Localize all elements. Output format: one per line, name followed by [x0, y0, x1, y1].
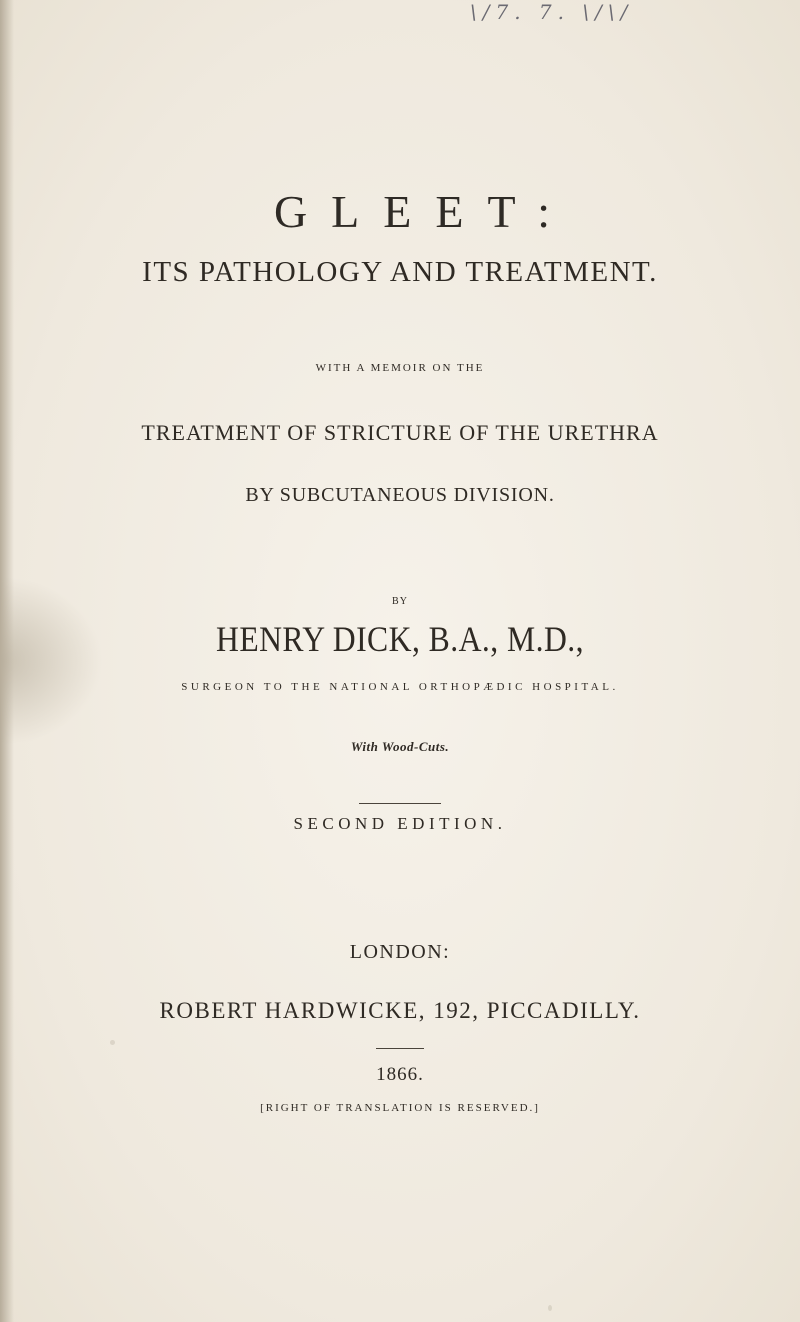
handwritten-marks: \/7. 7. \/\/: [470, 0, 634, 24]
divider-rule: [359, 803, 441, 804]
paper-speck: [548, 1305, 552, 1311]
paper-speck: [110, 1040, 115, 1045]
edition-line: SECOND EDITION.: [293, 814, 507, 833]
woodcuts-note: With Wood-Cuts.: [350, 739, 450, 754]
publisher-city: LONDON:: [349, 941, 451, 963]
book-subtitle: ITS PATHOLOGY AND TREATMENT.: [142, 256, 658, 288]
by-line: BY: [392, 596, 408, 607]
publisher-name: ROBERT HARDWICKE, 192, PICCADILLY.: [159, 998, 641, 1023]
publication-year: 1866.: [376, 1064, 424, 1085]
divider-rule: [376, 1048, 424, 1049]
treatment-line: TREATMENT OF STRICTURE OF THE URETHRA: [141, 420, 659, 445]
memoir-line: WITH A MEMOIR ON THE: [315, 362, 485, 374]
division-line: BY SUBCUTANEOUS DIVISION.: [245, 484, 555, 506]
author-name: HENRY DICK, B.A., M.D.,: [215, 619, 585, 659]
rights-notice: [RIGHT OF TRANSLATION IS RESERVED.]: [260, 1102, 540, 1114]
author-position: SURGEON TO THE NATIONAL ORTHOPÆDIC HOSPITAL.: [181, 681, 619, 693]
book-title: GLEET:: [273, 186, 575, 237]
